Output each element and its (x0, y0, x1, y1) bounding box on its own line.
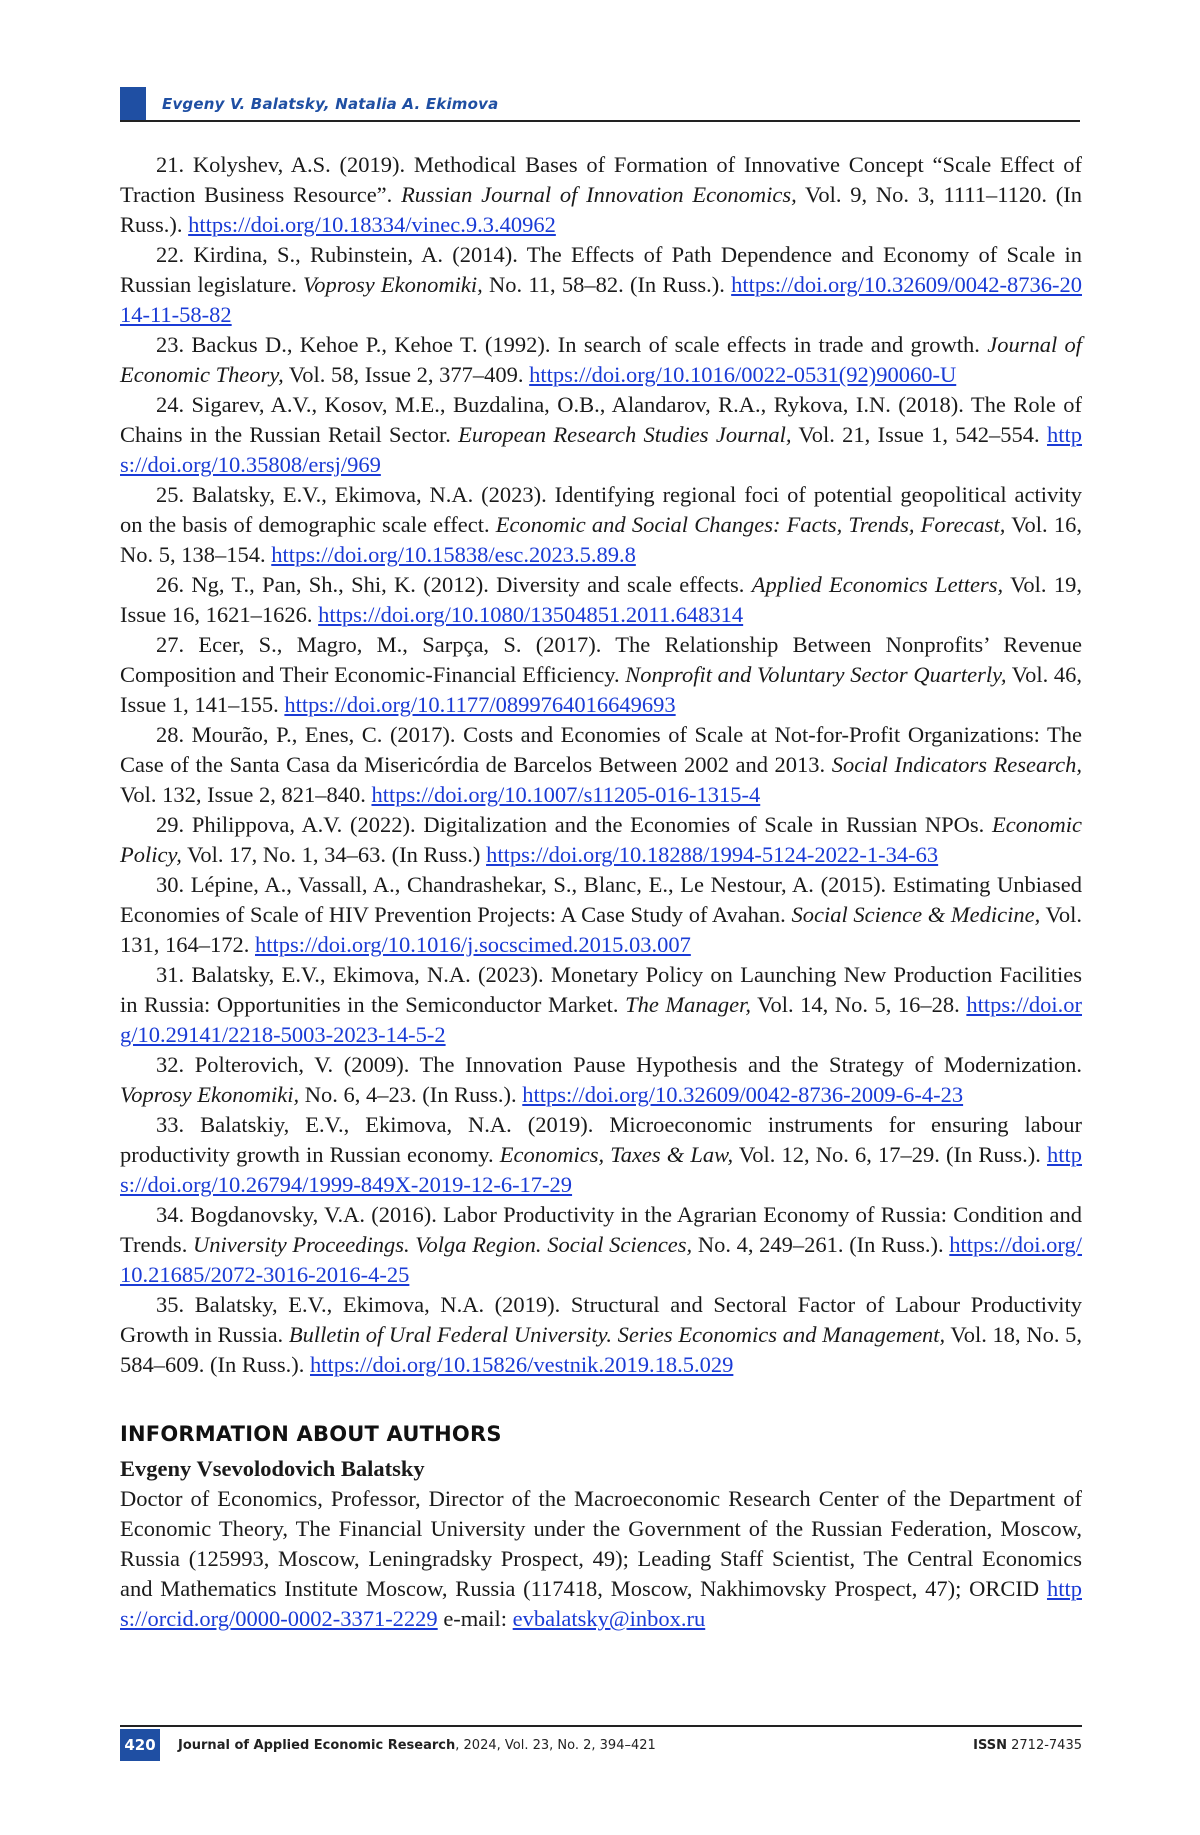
reference-journal: Nonprofit and Voluntary Sector Quarterly, (625, 662, 1007, 687)
reference-doi-link[interactable]: https://doi.org/10.26794/1999-849X-2019-12-6-17-29 (120, 1142, 1082, 1197)
reference-journal: Social Science & Medicine, (791, 902, 1041, 927)
reference-journal: University Proceedings. Volga Region. Social Sciences, (192, 1232, 693, 1257)
running-header (120, 87, 1080, 121)
header-authors: Evgeny V. Balatsky, Natalia A. Ekimova (162, 95, 499, 113)
reference-details: Vol. 19, Issue 16, 1621–1626. (120, 572, 1082, 627)
footer-journal-details: , 2024, Vol. 23, No. 2, 394–421 (455, 1738, 656, 1753)
page-footer (120, 1725, 1082, 1761)
reference-doi-link[interactable]: https://doi.org/10.1080/13504851.2011.648314 (318, 602, 744, 627)
reference-text: 33. Balatskiy, E.V., Ekimova, N.A. (2019). Microeconomic instruments for ensuring labour productivity growth in Russian economy. (120, 1112, 1082, 1167)
header-divider (120, 120, 1080, 122)
author-name: Evgeny Vsevolodovich Balatsky (120, 1456, 425, 1481)
page-content (120, 150, 1082, 1634)
reference-text: 26. Ng, T., Pan, Sh., Shi, K. (2012). Diversity and scale effects. (156, 572, 752, 597)
reference-doi-link[interactable]: https://doi.org/10.15838/esc.2023.5.89.8 (271, 542, 636, 567)
reference-details: Vol. 18, No. 5, 584–609. (In Russ.). (120, 1322, 1082, 1377)
reference-text: 28. Mourão, P., Enes, C. (2017). Costs and Economies of Scale at Not-for-Profit Organizations: The Case of the Santa Casa da Misericórdia de Barcelos Between 2002 and 2013. (120, 722, 1082, 777)
reference-details: No. 6, 4–23. (In Russ.). (299, 1082, 523, 1107)
reference-list (120, 150, 1082, 1380)
reference-journal: Economic and Social Changes: Facts, Trends, Forecast, (495, 512, 1006, 537)
reference-details: No. 11, 58–82. (In Russ.). (482, 272, 732, 297)
footer-divider (120, 1725, 1082, 1727)
reference-doi-link[interactable]: https://doi.org/10.1016/j.socscimed.2015.03.007 (255, 932, 691, 957)
author-bio-text: Doctor of Economics, Professor, Director of the Macroeconomic Research Center of the Department of Economic Theory, The Financial University under the Government of the Russian Federation, Moscow, Russia (125993, Moscow, Leningradsky Prospect, 49); Leading Staff Scientist, The Central Economics and Mathematics Institute Moscow, Russia (117418, Moscow, Nakhimovsky Prospect, 47); ORCID (120, 1486, 1082, 1601)
reference-journal: Bulletin of Ural Federal University. Series Economics and Management, (288, 1322, 946, 1347)
author-bio (120, 1484, 1082, 1634)
reference-details: Vol. 21, Issue 1, 542–554. (791, 422, 1047, 447)
reference-text: 21. Kolyshev, A.S. (2019). Methodical Bases of Formation of Innovative Concept “Scale Effect of Traction Business Resource”. (120, 152, 1082, 207)
reference-journal: The Manager, (625, 992, 752, 1017)
reference-text: 23. Backus D., Kehoe P., Kehoe T. (1992). In search of scale effects in trade and growth. (156, 332, 988, 357)
reference-doi-link[interactable]: https://doi.org/10.1177/0899764016649693 (284, 692, 676, 717)
reference-doi-link[interactable]: https://doi.org/10.18334/vinec.9.3.40962 (188, 212, 556, 237)
header-accent-bar (120, 87, 146, 121)
reference-journal: Economic Policy, (120, 812, 1082, 867)
reference-doi-link[interactable]: https://doi.org/10.29141/2218-5003-2023-14-5-2 (120, 992, 1082, 1047)
reference-text: 35. Balatsky, E.V., Ekimova, N.A. (2019). Structural and Sectoral Factor of Labour Productivity Growth in Russia. (120, 1292, 1082, 1347)
reference-doi-link[interactable]: https://doi.org/10.21685/2072-3016-2016-4-25 (120, 1232, 1082, 1287)
issn-value: 2712-7435 (1007, 1738, 1082, 1753)
reference-text: 32. Polterovich, V. (2009). The Innovation Pause Hypothesis and the Strategy of Modernization. (156, 1052, 1082, 1077)
reference-text: 22. Kirdina, S., Rubinstein, A. (2014). The Effects of Path Dependence and Economy of Scale in Russian legislature. (120, 242, 1082, 297)
reference-doi-link[interactable]: https://doi.org/10.1016/0022-0531(92)90060-U (529, 362, 957, 387)
reference-item (120, 960, 1082, 1050)
issn-label: ISSN (973, 1738, 1007, 1753)
reference-details: Vol. 131, 164–172. (120, 902, 1082, 957)
page-number: 420 (120, 1729, 160, 1761)
reference-text: 25. Balatsky, E.V., Ekimova, N.A. (2023). Identifying regional foci of potential geopolitical activity on the basis of demographic scale effect. (120, 482, 1082, 537)
reference-journal: Voprosy Ekonomiki, (120, 1082, 300, 1107)
reference-journal: European Research Studies Journal, (458, 422, 792, 447)
reference-text: 34. Bogdanovsky, V.A. (2016). Labor Productivity in the Agrarian Economy of Russia: Condition and Trends. (120, 1202, 1082, 1257)
reference-text: 27. Ecer, S., Magro, M., Sarpça, S. (2017). The Relationship Between Nonprofits’ Revenue Composition and Their Economic-Financial Efficiency. (120, 632, 1082, 687)
reference-doi-link[interactable]: https://doi.org/10.32609/0042-8736-2014-11-58-82 (120, 272, 1082, 327)
reference-item (120, 390, 1082, 480)
reference-item (120, 1110, 1082, 1200)
reference-doi-link[interactable]: https://doi.org/10.32609/0042-8736-2009-6-4-23 (522, 1082, 964, 1107)
orcid-link[interactable]: https://orcid.org/0000-0002-3371-2229 (120, 1576, 1082, 1631)
reference-text: 31. Balatsky, E.V., Ekimova, N.A. (2023). Monetary Policy on Launching New Production Facilities in Russia: Opportunities in the Semiconductor Market. (120, 962, 1082, 1017)
reference-journal: Economics, Taxes & Law, (499, 1142, 734, 1167)
reference-item (120, 630, 1082, 720)
reference-item (120, 330, 1082, 390)
section-title-authors: INFORMATION ABOUT AUTHORS (120, 1422, 502, 1446)
footer-issn (973, 1738, 1082, 1753)
reference-journal: Journal of Economic Theory, (120, 332, 1082, 387)
reference-item (120, 810, 1082, 870)
reference-details: Vol. 14, No. 5, 16–28. (751, 992, 967, 1017)
reference-item (120, 480, 1082, 570)
reference-journal: Russian Journal of Innovation Economics, (401, 182, 797, 207)
reference-doi-link[interactable]: https://doi.org/10.1007/s11205-016-1315-4 (371, 782, 761, 807)
reference-details: Vol. 9, No. 3, 1111–1120. (In Russ.). (120, 182, 1082, 237)
reference-doi-link[interactable]: https://doi.org/10.18288/1994-5124-2022-1-34-63 (486, 842, 939, 867)
reference-journal: Voprosy Ekonomiki, (303, 272, 483, 297)
reference-details: Vol. 16, No. 5, 138–154. (120, 512, 1082, 567)
email-link[interactable]: evbalatsky@inbox.ru (512, 1606, 706, 1631)
reference-item (120, 150, 1082, 240)
email-label: e-mail: (437, 1606, 513, 1631)
reference-details: Vol. 12, No. 6, 17–29. (In Russ.). (733, 1142, 1047, 1167)
reference-doi-link[interactable]: https://doi.org/10.15826/vestnik.2019.18.5.029 (310, 1352, 734, 1377)
reference-details: Vol. 46, Issue 1, 141–155. (120, 662, 1082, 717)
footer-journal-name: Journal of Applied Economic Research (178, 1738, 456, 1753)
reference-item (120, 720, 1082, 810)
reference-item (120, 570, 1082, 630)
reference-text: 30. Lépine, A., Vassall, A., Chandrashekar, S., Blanc, E., Le Nestour, A. (2015). Estimating Unbiased Economies of Scale of HIV Prevention Projects: A Case Study of Avahan. (120, 872, 1082, 927)
reference-details: Vol. 17, No. 1, 34–63. (In Russ.) (181, 842, 487, 867)
reference-item (120, 1050, 1082, 1110)
reference-item (120, 1290, 1082, 1380)
reference-details: Vol. 58, Issue 2, 377–409. (283, 362, 530, 387)
reference-journal: Applied Economics Letters, (751, 572, 1004, 597)
reference-doi-link[interactable]: https://doi.org/10.35808/ersj/969 (120, 422, 1082, 477)
reference-item (120, 870, 1082, 960)
reference-text: 24. Sigarev, A.V., Kosov, M.E., Buzdalina, O.B., Alandarov, R.A., Rykova, I.N. (2018). The Role of Chains in the Russian Retail Sector. (120, 392, 1082, 447)
reference-text: 29. Philippova, A.V. (2022). Digitalization and the Economies of Scale in Russian NPOs. (156, 812, 993, 837)
reference-item (120, 1200, 1082, 1290)
reference-details: Vol. 132, Issue 2, 821–840. (120, 782, 372, 807)
reference-details: No. 4, 249–261. (In Russ.). (692, 1232, 950, 1257)
reference-item (120, 240, 1082, 330)
footer-journal-citation (178, 1738, 656, 1753)
reference-journal: Social Indicators Research, (831, 752, 1083, 777)
